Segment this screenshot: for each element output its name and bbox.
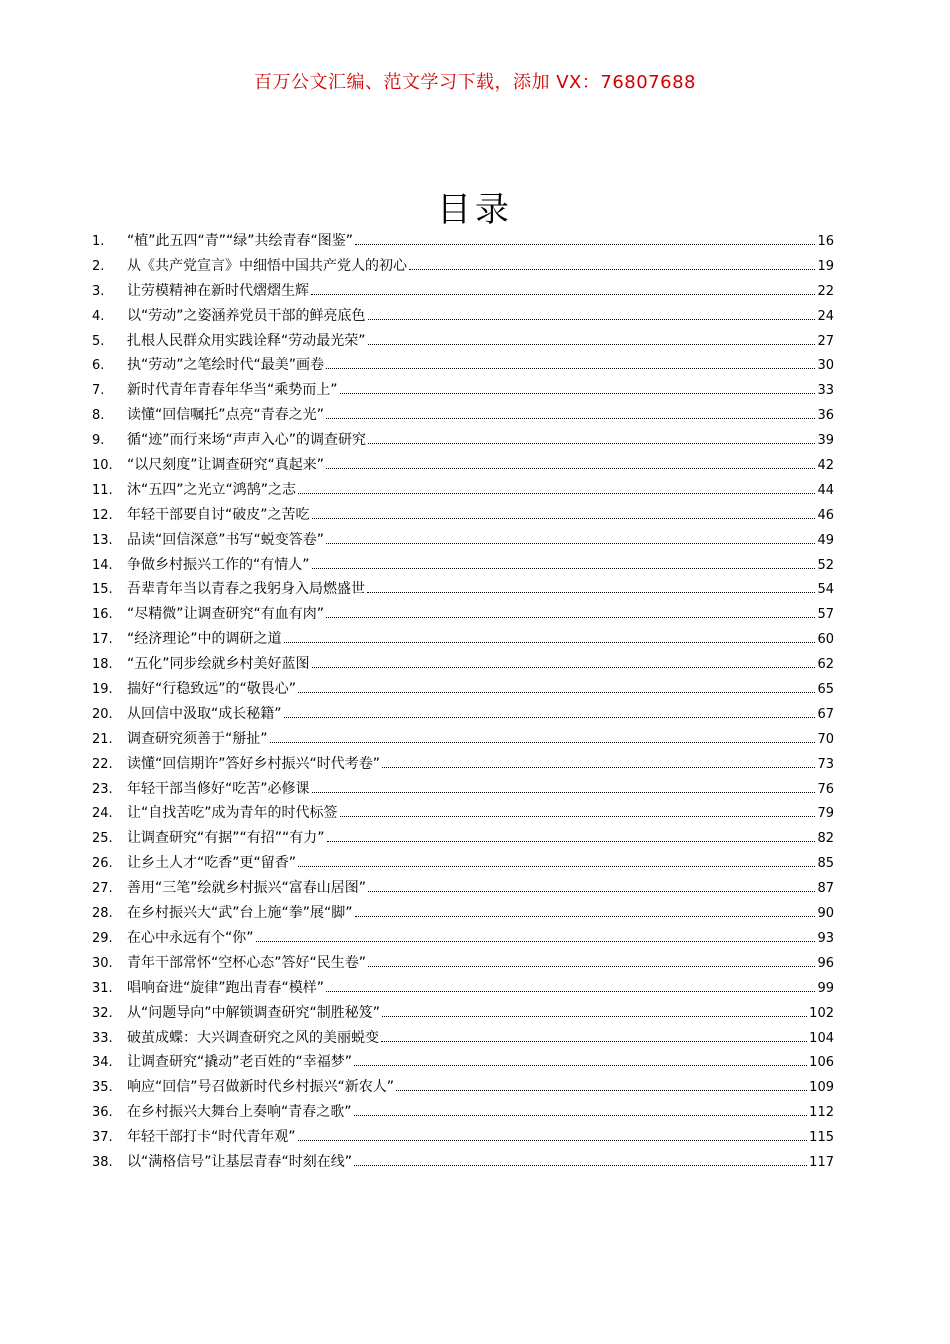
toc-entry-title: 揣好“行稳致远”的“敬畏心” xyxy=(127,681,297,698)
toc-entry-number: 2. xyxy=(92,258,105,274)
toc-entry[interactable] xyxy=(92,529,834,554)
toc-entry-title: 以“满格信号”让基层青春“时刻在线” xyxy=(127,1153,353,1170)
toc-dot-leader xyxy=(367,592,815,593)
toc-dot-leader xyxy=(284,642,816,643)
toc-entry[interactable] xyxy=(92,1126,834,1151)
toc-entry-page: 33 xyxy=(817,383,834,399)
toc-dot-leader xyxy=(368,344,816,345)
toc-entry[interactable] xyxy=(92,603,834,628)
toc-entry-number: 29. xyxy=(92,930,113,946)
toc-entry-number: 1. xyxy=(92,234,105,249)
toc-entry[interactable] xyxy=(92,753,834,778)
toc-dot-leader xyxy=(354,1065,807,1066)
toc-dot-leader xyxy=(409,269,815,270)
table-of-contents xyxy=(92,230,834,1176)
toc-entry-page: 87 xyxy=(817,881,834,897)
toc-entry-page: 49 xyxy=(817,532,834,548)
toc-entry-title: “尽精微”让调查研究“有血有肉” xyxy=(127,606,325,623)
toc-entry-page: 102 xyxy=(809,1005,834,1021)
toc-entry[interactable] xyxy=(92,1151,834,1176)
toc-entry-page: 90 xyxy=(817,906,834,922)
toc-dot-leader xyxy=(355,916,816,917)
toc-entry-title: 新时代青年青春年华当“乘势而上” xyxy=(127,382,338,399)
toc-entry-title: 读懂“回信嘱托”点亮“青春之光” xyxy=(127,407,325,424)
toc-dot-leader xyxy=(326,418,815,419)
toc-entry[interactable] xyxy=(92,404,834,429)
toc-entry-page: 106 xyxy=(809,1055,834,1071)
toc-entry-page: 99 xyxy=(817,980,834,996)
toc-entry-number: 27. xyxy=(92,881,113,897)
toc-entry-number: 17. xyxy=(92,632,113,648)
toc-entry-page: 65 xyxy=(817,682,834,698)
toc-entry[interactable] xyxy=(92,778,834,803)
toc-entry[interactable] xyxy=(92,927,834,952)
toc-entry[interactable] xyxy=(92,354,834,379)
toc-dot-leader xyxy=(298,1140,808,1141)
toc-entry-title: 在乡村振兴大“武”台上施“拳”展“脚” xyxy=(127,905,353,922)
toc-entry-title: 循“迹”而行来场“声声入心”的调查研究 xyxy=(127,432,367,449)
toc-entry-page: 104 xyxy=(809,1030,834,1046)
toc-entry-page: 117 xyxy=(809,1154,834,1170)
toc-entry-page: 39 xyxy=(817,433,834,449)
toc-entry-title: 争做乡村振兴工作的“有情人” xyxy=(127,556,310,573)
toc-dot-leader xyxy=(326,617,815,618)
toc-entry-page: 73 xyxy=(817,756,834,772)
toc-dot-leader xyxy=(368,891,815,892)
toc-dot-leader xyxy=(326,368,815,369)
toc-entry-number: 20. xyxy=(92,706,113,722)
toc-entry-title: 让调查研究“撬动”老百姓的“幸福梦” xyxy=(127,1054,353,1071)
toc-entry-page: 96 xyxy=(817,955,834,971)
toc-entry[interactable] xyxy=(92,653,834,678)
toc-entry-number: 25. xyxy=(92,831,113,847)
toc-entry-page: 67 xyxy=(817,706,834,722)
toc-entry-title: 沐“五四”之光立“鸿鹄”之志 xyxy=(127,481,297,498)
toc-entry-title: 在心中永远有个“你” xyxy=(127,929,254,946)
toc-entry-page: 54 xyxy=(817,582,834,598)
toc-entry[interactable] xyxy=(92,1027,834,1052)
toc-entry-title: 唱响奋进“旋律”跑出青春“模样” xyxy=(127,979,325,996)
toc-entry-title: 吾辈青年当以青春之我躬身入局燃盛世 xyxy=(127,581,365,598)
toc-entry[interactable] xyxy=(92,554,834,579)
toc-entry[interactable] xyxy=(92,902,834,927)
toc-entry-number: 19. xyxy=(92,682,113,698)
toc-entry-page: 42 xyxy=(817,458,834,474)
toc-entry-number: 24. xyxy=(92,806,113,822)
toc-entry-page: 30 xyxy=(817,358,834,374)
toc-entry-number: 3. xyxy=(92,283,105,299)
toc-entry-page: 52 xyxy=(817,557,834,573)
toc-entry-number: 31. xyxy=(92,980,113,996)
toc-entry[interactable] xyxy=(92,330,834,355)
toc-entry-title: 从“问题导向”中解锁调查研究“制胜秘笈” xyxy=(127,1004,381,1021)
toc-entry-title: 善用“三笔”绘就乡村振兴“富春山居图” xyxy=(127,880,367,897)
toc-dot-leader xyxy=(326,543,815,544)
toc-dot-leader xyxy=(312,667,816,668)
toc-dot-leader xyxy=(381,1041,807,1042)
toc-entry[interactable] xyxy=(92,578,834,603)
toc-entry-number: 16. xyxy=(92,607,113,623)
toc-dot-leader xyxy=(312,792,816,793)
toc-entry[interactable] xyxy=(92,703,834,728)
toc-entry-title: 青年干部常怀“空杯心态”答好“民生卷” xyxy=(127,954,367,971)
toc-entry-page: 60 xyxy=(817,632,834,648)
toc-entry-title: “植”此五四“青”“绿”共绘青春“图鉴” xyxy=(127,233,354,249)
toc-entry[interactable] xyxy=(92,454,834,479)
toc-entry-number: 38. xyxy=(92,1154,113,1170)
toc-dot-leader xyxy=(396,1090,807,1091)
toc-entry-number: 28. xyxy=(92,906,113,922)
toc-dot-leader xyxy=(327,841,816,842)
toc-dot-leader xyxy=(368,443,815,444)
toc-entry-page: 19 xyxy=(817,258,834,274)
toc-entry-number: 18. xyxy=(92,657,113,673)
toc-entry-number: 14. xyxy=(92,557,113,573)
toc-entry-page: 16 xyxy=(817,234,834,249)
toc-entry-title: 年轻干部当修好“吃苦”必修课 xyxy=(127,780,310,797)
toc-entry-page: 36 xyxy=(817,408,834,424)
toc-entry-page: 22 xyxy=(817,283,834,299)
toc-entry-page: 93 xyxy=(817,930,834,946)
toc-entry-page: 85 xyxy=(817,856,834,872)
toc-dot-leader xyxy=(326,468,815,469)
toc-entry[interactable] xyxy=(92,977,834,1002)
toc-entry-page: 115 xyxy=(809,1130,834,1146)
toc-entry-title: 响应“回信”号召做新时代乡村振兴“新农人” xyxy=(127,1079,395,1096)
toc-entry-title: 扎根人民群众用实践诠释“劳动最光荣” xyxy=(127,332,366,349)
toc-dot-leader xyxy=(340,816,816,817)
toc-entry-number: 15. xyxy=(92,582,113,598)
toc-entry-number: 11. xyxy=(92,482,113,498)
toc-entry-title: 让“自找苦吃”成为青年的时代标签 xyxy=(127,805,338,822)
toc-entry[interactable] xyxy=(92,952,834,977)
toc-entry-page: 57 xyxy=(817,607,834,623)
toc-entry[interactable] xyxy=(92,728,834,753)
toc-entry-title: 让劳模精神在新时代熠熠生辉 xyxy=(127,282,309,299)
toc-entry-title: “以尺刻度”让调查研究“真起来” xyxy=(127,457,325,474)
toc-entry-number: 23. xyxy=(92,781,113,797)
toc-dot-leader xyxy=(270,742,816,743)
toc-entry[interactable] xyxy=(92,255,834,280)
toc-entry[interactable] xyxy=(92,280,834,305)
toc-entry-number: 33. xyxy=(92,1030,113,1046)
toc-entry-page: 24 xyxy=(817,308,834,324)
toc-entry-page: 76 xyxy=(817,781,834,797)
toc-entry-title: “经济理论”中的调研之道 xyxy=(127,631,282,648)
toc-entry-title: “五化”同步绘就乡村美好蓝图 xyxy=(127,656,310,673)
toc-entry-title: 年轻干部要自讨“破皮”之苦吃 xyxy=(127,506,310,523)
toc-entry-number: 34. xyxy=(92,1055,113,1071)
toc-entry-title: 执“劳动”之笔绘时代“最美”画卷 xyxy=(127,357,325,374)
toc-entry-number: 6. xyxy=(92,358,105,374)
toc-entry-number: 21. xyxy=(92,731,113,747)
toc-dot-leader xyxy=(355,244,815,245)
toc-entry-page: 109 xyxy=(809,1080,834,1096)
toc-entry-number: 4. xyxy=(92,308,105,324)
toc-entry-number: 32. xyxy=(92,1005,113,1021)
toc-entry[interactable] xyxy=(92,1051,834,1076)
toc-entry[interactable] xyxy=(92,429,834,454)
toc-dot-leader xyxy=(340,393,816,394)
toc-entry-title: 读懂“回信期许”答好乡村振兴“时代考卷” xyxy=(127,755,381,772)
toc-entry-number: 36. xyxy=(92,1105,113,1121)
toc-dot-leader xyxy=(312,568,816,569)
toc-dot-leader xyxy=(382,1016,807,1017)
toc-entry-number: 7. xyxy=(92,383,105,399)
toc-entry-title: 在乡村振兴大舞台上奏响“青春之歌” xyxy=(127,1104,352,1121)
toc-entry[interactable] xyxy=(92,479,834,504)
toc-entry-number: 22. xyxy=(92,756,113,772)
toc-entry-number: 8. xyxy=(92,408,105,424)
toc-entry-number: 30. xyxy=(92,955,113,971)
toc-entry-page: 44 xyxy=(817,482,834,498)
toc-entry-number: 37. xyxy=(92,1130,113,1146)
toc-entry-title: 以“劳动”之姿涵养党员干部的鲜亮底色 xyxy=(127,307,366,324)
toc-entry-title: 让乡土人才“吃香”更“留香” xyxy=(127,855,297,872)
toc-entry-page: 82 xyxy=(817,831,834,847)
toc-dot-leader xyxy=(312,518,816,519)
toc-entry[interactable] xyxy=(92,678,834,703)
toc-entry[interactable] xyxy=(92,379,834,404)
toc-entry-page: 70 xyxy=(817,731,834,747)
toc-dot-leader xyxy=(368,319,816,320)
toc-entry-page: 62 xyxy=(817,657,834,673)
toc-entry-number: 35. xyxy=(92,1080,113,1096)
toc-entry-title: 调查研究须善于“掰扯” xyxy=(127,730,268,747)
toc-entry-title: 品读“回信深意”书写“蜕变答卷” xyxy=(127,531,325,548)
toc-dot-leader xyxy=(298,692,815,693)
toc-dot-leader xyxy=(256,941,816,942)
toc-entry[interactable] xyxy=(92,827,834,852)
toc-dot-leader xyxy=(311,294,815,295)
toc-entry-number: 10. xyxy=(92,458,113,474)
toc-dot-leader xyxy=(382,767,815,768)
toc-dot-leader xyxy=(284,717,816,718)
toc-entry[interactable] xyxy=(92,305,834,330)
header-note: 百万公文汇编、范文学习下载，添加 VX：76807688 xyxy=(254,72,696,93)
toc-entry-title: 让调查研究“有据”“有招”“有力” xyxy=(127,830,325,847)
toc-entry-page: 79 xyxy=(817,806,834,822)
toc-entry[interactable] xyxy=(92,1076,834,1101)
toc-dot-leader xyxy=(354,1165,807,1166)
toc-entry[interactable] xyxy=(92,852,834,877)
toc-entry-title: 从回信中汲取“成长秘籍” xyxy=(127,705,282,722)
toc-entry-number: 12. xyxy=(92,507,113,523)
page-title: 目录 xyxy=(437,190,513,230)
toc-entry[interactable] xyxy=(92,802,834,827)
toc-entry-number: 26. xyxy=(92,856,113,872)
toc-entry-number: 13. xyxy=(92,532,113,548)
toc-entry[interactable] xyxy=(92,877,834,902)
toc-entry-title: 年轻干部打卡“时代青年观” xyxy=(127,1129,296,1146)
toc-entry[interactable] xyxy=(92,1002,834,1027)
toc-dot-leader xyxy=(354,1115,808,1116)
toc-entry[interactable] xyxy=(92,504,834,529)
toc-entry[interactable] xyxy=(92,628,834,653)
toc-entry-page: 112 xyxy=(809,1105,834,1121)
toc-entry-title: 破茧成蝶：大兴调查研究之风的美丽蜕变 xyxy=(127,1029,379,1046)
toc-dot-leader xyxy=(298,493,815,494)
toc-entry-number: 5. xyxy=(92,333,105,349)
toc-entry-number: 9. xyxy=(92,433,105,449)
toc-dot-leader xyxy=(298,866,815,867)
toc-entry[interactable] xyxy=(92,230,834,255)
toc-entry[interactable] xyxy=(92,1101,834,1126)
toc-entry-page: 46 xyxy=(817,507,834,523)
toc-dot-leader xyxy=(368,966,815,967)
toc-entry-page: 27 xyxy=(817,333,834,349)
toc-dot-leader xyxy=(326,991,815,992)
toc-entry-title: 从《共产党宣言》中细悟中国共产党人的初心 xyxy=(127,257,407,274)
